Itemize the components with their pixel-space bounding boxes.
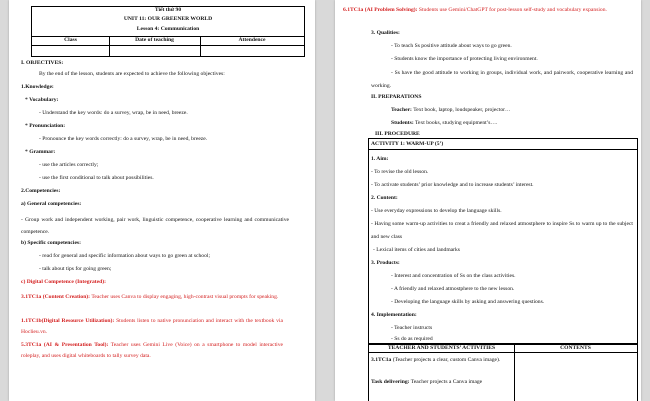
left-page [9, 0, 315, 401]
digital-content-creation: 3.1TC1a (Content Creation): Teacher uses Canva to display engaging, high-contrast visual prompts for speaking. [21, 294, 279, 300]
vocabulary-item: - Understand the key words: do a survey, wrap, be in need, breeze. [39, 110, 188, 116]
table-row-canva: 3.1TC1a (Teacher projects a clear, custom Canva image). [371, 357, 501, 363]
general-competencies-text: - Group work and independent working, pair work, linguistic competence, cooperative learning and communicative competence. [21, 217, 289, 235]
right-page [335, 0, 641, 401]
products-item-2: - A friendly and relaxed atmostphere to the new lesson. [391, 286, 515, 292]
table-header-activities: TEACHER AND STUDENTS’ ACTIVITIES [387, 345, 496, 351]
grammar-heading: * Grammar: [25, 149, 56, 155]
qualities-item-2: - Students know the importance of protecting living environment. [391, 56, 538, 62]
procedure-heading: III. PROCEDURE [375, 131, 420, 137]
lesson-header-box [31, 6, 305, 57]
activities-table [368, 343, 638, 401]
qualities-item-1: - To teach Ss positive attitude about ways to go green. [391, 43, 512, 49]
specific-item-1: - read for general and specific information about ways to go green at school; [39, 253, 211, 259]
activity-title: ACTIVITY 1: WARM-UP (5’) [371, 141, 444, 147]
content-item-3: - Lexical items of cities and landmarks [373, 247, 460, 253]
vocabulary-heading: * Vocabulary: [25, 97, 59, 103]
table-row-task-delivering: Task delivering: Teacher projects a Canva image [371, 379, 483, 385]
competencies-heading: 2.Competencies: [21, 188, 61, 194]
objectives-heading: I. OBJECTIVES: [21, 60, 64, 66]
qualities-item-3: - Ss have the good attitude to working in groups, individual work, and pairwork, cooperative learning and working. [371, 70, 633, 89]
digital-ai-presentation: 5.3TC1a (AI & Presentation Tool): Teacher uses Gemini Live (Voice) on a smartphone to model interactive roleplay, and uses digital whiteboards to tally survey data. [21, 342, 283, 359]
implementation-heading: 4. Implementation: [371, 312, 417, 318]
products-heading: 3. Products: [371, 260, 400, 266]
aim-heading: 1. Aim: [371, 156, 389, 162]
qualities-heading: 3. Qualities: [371, 30, 400, 36]
class-column-header: Class [64, 37, 77, 43]
content-item-1: - Use everyday expressions to develop the language skills. [371, 208, 502, 214]
knowledge-heading: 1.Knowledge: [21, 84, 54, 90]
implementation-item-2: - Ss do as required [391, 336, 433, 342]
grammar-item-1: - use the articles correctly; [39, 162, 99, 168]
products-item-3: - Developing the language skills by asking and answering questions. [391, 299, 545, 305]
preparations-heading: II. PREPARATIONS [371, 94, 422, 100]
content-item-2: - Having some warm-up activities to creat a friendly and relaxed atmostphere to inspire Ss to warm up to the subject and new class [371, 221, 633, 240]
table-header-contents: CONTENTS [560, 345, 591, 351]
teacher-preparation: Teacher: Text book, laptop, loudspeaker, projector… [391, 107, 511, 113]
aim-item-2: - To activate students’ prior knowledge and to increase students’ interest. [371, 182, 534, 188]
lesson-title: Lesson 4: Communication [136, 26, 200, 32]
period-label: Tiết thứ 90 [154, 7, 182, 13]
implementation-item-1: - Teacher instructs [391, 325, 433, 331]
products-item-1: - Interest and concentration of Ss on the class activities. [391, 273, 516, 279]
pronunciation-item: - Pronounce the key words correctly: do a survey, wrap, be in need, breeze. [39, 136, 208, 142]
content-heading: 2. Content: [371, 195, 398, 201]
aim-item-1: - To revise the old lesson. [371, 169, 429, 175]
ai-problem-solving: 6.1TC1a (AI Problem Solving): Students use Gemini/ChatGPT for post-lesson self-study and vocabulary expansion. [343, 7, 607, 13]
general-competencies-heading: a) General competencies: [21, 201, 82, 207]
attendance-column-header: Attendence [238, 37, 266, 43]
digital-resource-utilization: 1.1TC1b(Digital Resource Utilization): Students listen to native pronunciation and interact with the textbook via Hoclieu.vn. [21, 318, 283, 335]
unit-title: UNIT 11: OUR GREENER WORLD [123, 16, 213, 22]
pronunciation-heading: * Pronunciation: [25, 123, 66, 129]
specific-competencies-heading: b) Specific competencies: [21, 240, 81, 246]
specific-item-2: - talk about tips for going green; [39, 266, 112, 272]
activity-box [368, 138, 638, 345]
grammar-item-2: - use the first conditional to talk about possibilities. [39, 175, 154, 181]
objectives-intro: By the end of the lesson, students are expected to achieve the following objectives: [39, 71, 225, 77]
date-column-header: Date of teaching [135, 37, 174, 43]
digital-competence-heading: c) Digital Competence (Integrated): [21, 279, 106, 285]
students-preparation: Students: Text books, studying equipment’s…. [391, 120, 498, 126]
